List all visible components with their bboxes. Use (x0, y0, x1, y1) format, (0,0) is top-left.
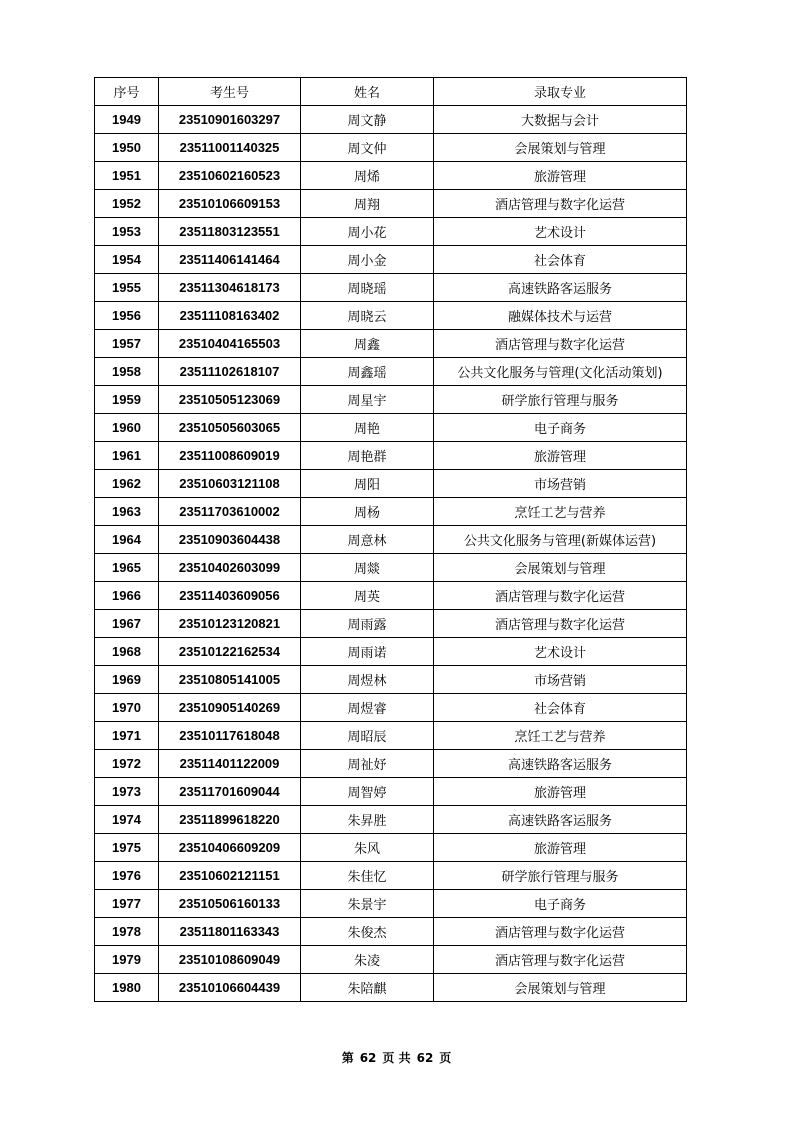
cell-exam-number: 23510905140269 (159, 694, 301, 722)
cell-exam-number: 23511803123551 (159, 218, 301, 246)
cell-name: 周艳 (301, 414, 434, 442)
cell-name: 周晓云 (301, 302, 434, 330)
table-row (95, 106, 687, 134)
table-row (95, 274, 687, 302)
cell-index: 1979 (95, 946, 159, 974)
cell-name: 朱风 (301, 834, 434, 862)
cell-exam-number: 23511102618107 (159, 358, 301, 386)
cell-index: 1970 (95, 694, 159, 722)
cell-exam-number: 23510402603099 (159, 554, 301, 582)
cell-name: 朱凌 (301, 946, 434, 974)
table-row (95, 722, 687, 750)
cell-major: 会展策划与管理 (434, 134, 687, 162)
table-row (95, 162, 687, 190)
header-index: 序号 (95, 78, 159, 106)
cell-exam-number: 23511406141464 (159, 246, 301, 274)
cell-name: 朱陪麒 (301, 974, 434, 1002)
cell-name: 周烯 (301, 162, 434, 190)
cell-name: 周燚 (301, 554, 434, 582)
cell-major: 市场营销 (434, 470, 687, 498)
cell-index: 1958 (95, 358, 159, 386)
cell-exam-number: 23510117618048 (159, 722, 301, 750)
cell-exam-number: 23510108609049 (159, 946, 301, 974)
table-row (95, 442, 687, 470)
cell-index: 1965 (95, 554, 159, 582)
cell-exam-number: 23510903604438 (159, 526, 301, 554)
cell-major: 大数据与会计 (434, 106, 687, 134)
cell-index: 1957 (95, 330, 159, 358)
cell-major: 旅游管理 (434, 442, 687, 470)
table-row (95, 946, 687, 974)
cell-name: 周雨露 (301, 610, 434, 638)
table-row (95, 470, 687, 498)
cell-index: 1971 (95, 722, 159, 750)
cell-exam-number: 23510106609153 (159, 190, 301, 218)
table-row (95, 190, 687, 218)
admission-table (94, 77, 687, 1002)
table-row (95, 834, 687, 862)
cell-name: 周阳 (301, 470, 434, 498)
cell-exam-number: 23511304618173 (159, 274, 301, 302)
table-row (95, 582, 687, 610)
cell-exam-number: 23510106604439 (159, 974, 301, 1002)
cell-exam-number: 23511703610002 (159, 498, 301, 526)
cell-name: 周小花 (301, 218, 434, 246)
footer-page-number: 62 (359, 1051, 377, 1065)
cell-index: 1976 (95, 862, 159, 890)
table-row (95, 974, 687, 1002)
cell-major: 社会体育 (434, 246, 687, 274)
cell-index: 1952 (95, 190, 159, 218)
cell-exam-number: 23511899618220 (159, 806, 301, 834)
cell-major: 电子商务 (434, 890, 687, 918)
table-row (95, 694, 687, 722)
cell-exam-number: 23510603121108 (159, 470, 301, 498)
cell-name: 周鑫 (301, 330, 434, 358)
cell-exam-number: 23510122162534 (159, 638, 301, 666)
cell-exam-number: 23511801163343 (159, 918, 301, 946)
cell-major: 公共文化服务与管理(文化活动策划) (434, 358, 687, 386)
header-major: 录取专业 (434, 78, 687, 106)
cell-index: 1960 (95, 414, 159, 442)
cell-name: 周昭辰 (301, 722, 434, 750)
cell-name: 周祉妤 (301, 750, 434, 778)
cell-major: 旅游管理 (434, 778, 687, 806)
cell-major: 研学旅行管理与服务 (434, 862, 687, 890)
cell-exam-number: 23511403609056 (159, 582, 301, 610)
cell-exam-number: 23510505603065 (159, 414, 301, 442)
cell-exam-number: 23510602160523 (159, 162, 301, 190)
cell-major: 酒店管理与数字化运营 (434, 946, 687, 974)
cell-name: 周星宇 (301, 386, 434, 414)
cell-exam-number: 23511008609019 (159, 442, 301, 470)
cell-major: 烹饪工艺与营养 (434, 722, 687, 750)
footer-total-pages: 62 (416, 1051, 434, 1065)
table-row (95, 554, 687, 582)
cell-exam-number: 23510123120821 (159, 610, 301, 638)
cell-index: 1963 (95, 498, 159, 526)
table-row (95, 414, 687, 442)
cell-major: 高速铁路客运服务 (434, 750, 687, 778)
cell-major: 艺术设计 (434, 638, 687, 666)
cell-index: 1972 (95, 750, 159, 778)
cell-index: 1967 (95, 610, 159, 638)
cell-major: 研学旅行管理与服务 (434, 386, 687, 414)
cell-exam-number: 23510602121151 (159, 862, 301, 890)
cell-major: 烹饪工艺与营养 (434, 498, 687, 526)
cell-major: 高速铁路客运服务 (434, 806, 687, 834)
cell-name: 周智婷 (301, 778, 434, 806)
cell-major: 公共文化服务与管理(新媒体运营) (434, 526, 687, 554)
table-row (95, 666, 687, 694)
cell-name: 周英 (301, 582, 434, 610)
cell-index: 1956 (95, 302, 159, 330)
table-row (95, 862, 687, 890)
page-footer (0, 1049, 793, 1066)
cell-name: 周煜睿 (301, 694, 434, 722)
table-row (95, 330, 687, 358)
cell-name: 朱昇胜 (301, 806, 434, 834)
cell-name: 朱佳忆 (301, 862, 434, 890)
table-row (95, 918, 687, 946)
cell-major: 市场营销 (434, 666, 687, 694)
cell-exam-number: 23510404165503 (159, 330, 301, 358)
cell-major: 电子商务 (434, 414, 687, 442)
header-exam-number: 考生号 (159, 78, 301, 106)
cell-exam-number: 23510406609209 (159, 834, 301, 862)
cell-name: 周晓瑶 (301, 274, 434, 302)
cell-index: 1968 (95, 638, 159, 666)
cell-name: 朱俊杰 (301, 918, 434, 946)
cell-name: 朱景宇 (301, 890, 434, 918)
cell-name: 周鑫瑶 (301, 358, 434, 386)
table-row (95, 246, 687, 274)
cell-exam-number: 23511001140325 (159, 134, 301, 162)
cell-exam-number: 23511108163402 (159, 302, 301, 330)
cell-exam-number: 23511701609044 (159, 778, 301, 806)
cell-index: 1978 (95, 918, 159, 946)
table-row (95, 218, 687, 246)
cell-name: 周翔 (301, 190, 434, 218)
cell-index: 1962 (95, 470, 159, 498)
cell-major: 酒店管理与数字化运营 (434, 918, 687, 946)
cell-name: 周文静 (301, 106, 434, 134)
cell-exam-number: 23510901603297 (159, 106, 301, 134)
table-row (95, 890, 687, 918)
cell-name: 周文仲 (301, 134, 434, 162)
cell-index: 1961 (95, 442, 159, 470)
table-row (95, 526, 687, 554)
table-row (95, 638, 687, 666)
cell-index: 1980 (95, 974, 159, 1002)
cell-index: 1955 (95, 274, 159, 302)
cell-index: 1973 (95, 778, 159, 806)
footer-mid: 页 共 (382, 1051, 411, 1065)
cell-major: 融媒体技术与运营 (434, 302, 687, 330)
table-row (95, 750, 687, 778)
cell-index: 1959 (95, 386, 159, 414)
table-row (95, 302, 687, 330)
table-header-row (95, 78, 687, 106)
cell-index: 1975 (95, 834, 159, 862)
cell-index: 1950 (95, 134, 159, 162)
cell-index: 1964 (95, 526, 159, 554)
cell-major: 艺术设计 (434, 218, 687, 246)
cell-major: 会展策划与管理 (434, 554, 687, 582)
cell-name: 周雨诺 (301, 638, 434, 666)
cell-index: 1953 (95, 218, 159, 246)
footer-suffix: 页 (439, 1051, 452, 1065)
table-row (95, 386, 687, 414)
cell-major: 旅游管理 (434, 834, 687, 862)
cell-name: 周杨 (301, 498, 434, 526)
cell-major: 酒店管理与数字化运营 (434, 330, 687, 358)
header-name: 姓名 (301, 78, 434, 106)
cell-exam-number: 23510505123069 (159, 386, 301, 414)
cell-major: 酒店管理与数字化运营 (434, 190, 687, 218)
table-row (95, 610, 687, 638)
cell-exam-number: 23511401122009 (159, 750, 301, 778)
cell-exam-number: 23510506160133 (159, 890, 301, 918)
cell-index: 1969 (95, 666, 159, 694)
cell-index: 1977 (95, 890, 159, 918)
cell-major: 会展策划与管理 (434, 974, 687, 1002)
cell-name: 周艳群 (301, 442, 434, 470)
table-row (95, 778, 687, 806)
cell-name: 周小金 (301, 246, 434, 274)
cell-major: 旅游管理 (434, 162, 687, 190)
cell-exam-number: 23510805141005 (159, 666, 301, 694)
cell-major: 酒店管理与数字化运营 (434, 582, 687, 610)
cell-index: 1966 (95, 582, 159, 610)
cell-major: 酒店管理与数字化运营 (434, 610, 687, 638)
cell-index: 1949 (95, 106, 159, 134)
table-row (95, 358, 687, 386)
table-row (95, 134, 687, 162)
footer-prefix: 第 (341, 1051, 354, 1065)
cell-index: 1954 (95, 246, 159, 274)
cell-index: 1951 (95, 162, 159, 190)
table-row (95, 498, 687, 526)
table-row (95, 806, 687, 834)
cell-major: 高速铁路客运服务 (434, 274, 687, 302)
cell-major: 社会体育 (434, 694, 687, 722)
cell-index: 1974 (95, 806, 159, 834)
cell-name: 周意林 (301, 526, 434, 554)
cell-name: 周煜林 (301, 666, 434, 694)
